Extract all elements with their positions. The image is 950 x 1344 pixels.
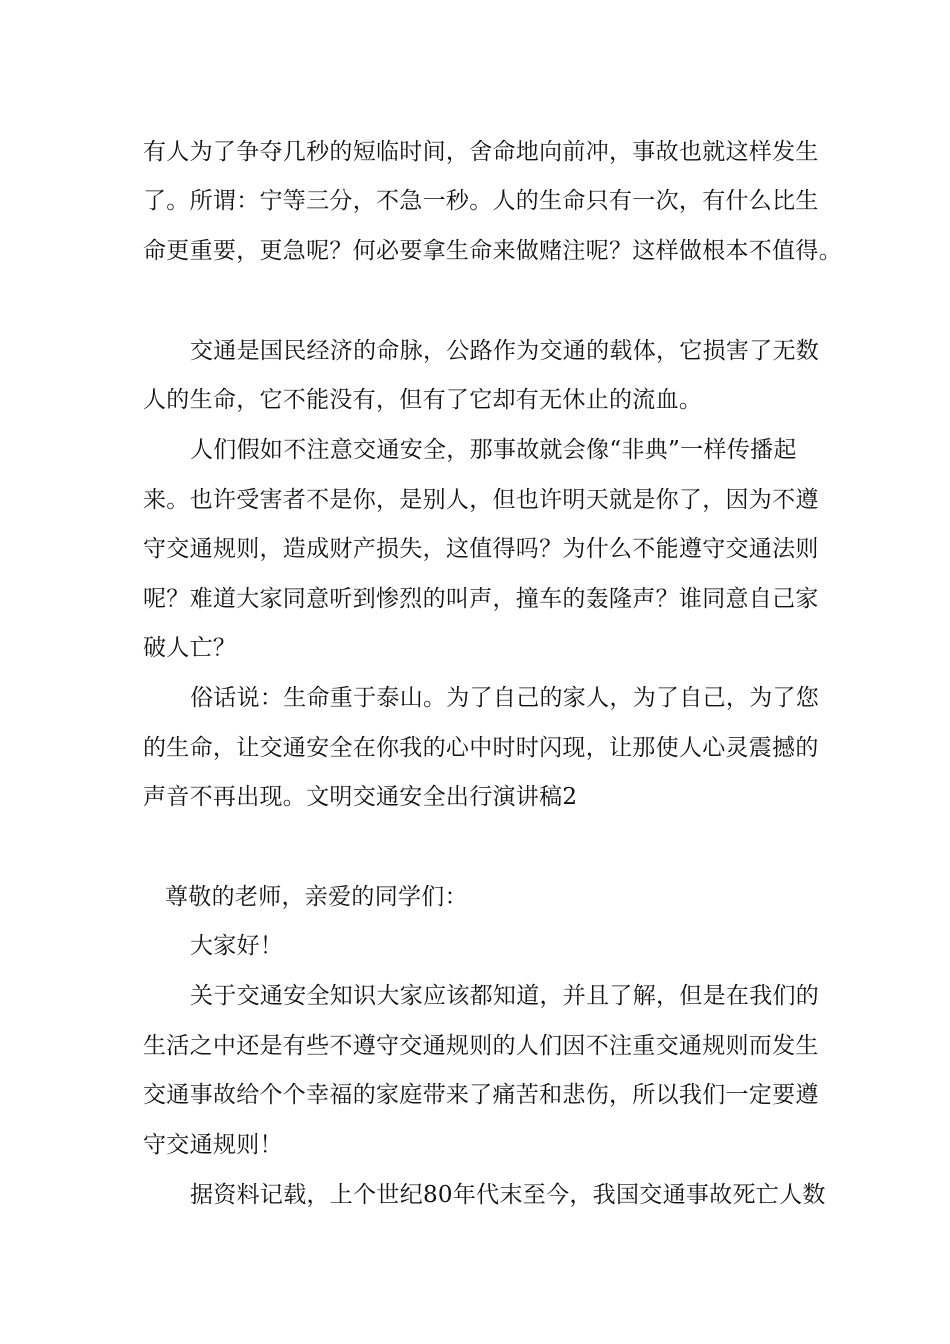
text-line: 人们假如不注意交通安全，那事故就会像“非典”一样传播起 [190, 437, 797, 463]
text-line: 命更重要，更急呢？何必要拿生命来做赌注呢？这样做根本不值得。 [143, 238, 842, 264]
text-line: 尊敬的老师，亲爱的同学们： [165, 884, 468, 910]
text-line: 呢？难道大家同意听到惨烈的叫声，撞车的轰隆声？谁同意自己家 [143, 586, 819, 612]
text-line: 大家好！ [190, 933, 284, 959]
text-line: 关于交通安全知识大家应该都知道，并且了解，但是在我们的 [190, 983, 820, 1009]
text-line: 俗话说：生命重于泰山。为了自己的家人，为了自己，为了您 [190, 685, 820, 711]
text-line: 人的生命，它不能没有，但有了它却有无休止的流血。 [143, 387, 703, 413]
text-line: 有人为了争夺几秒的短临时间，舍命地向前冲，事故也就这样发生 [143, 139, 819, 165]
text-line: 守交通规则，造成财产损失，这值得吗？为什么不能遵守交通法则 [143, 536, 819, 562]
text-line: 据资料记载，上个世纪80年代末至今，我国交通事故死亡人数 [190, 1182, 826, 1208]
text-line: 了。所谓：宁等三分，不急一秒。人的生命只有一次，有什么比生 [143, 188, 819, 214]
text-line: 交通是国民经济的命脉，公路作为交通的载体，它损害了无数 [190, 338, 820, 364]
text-line: 交通事故给个个幸福的家庭带来了痛苦和悲伤，所以我们一定要遵 [143, 1082, 819, 1108]
text-line: 生活之中还是有些不遵守交通规则的人们因不注重交通规则而发生 [143, 1033, 819, 1059]
text-line: 破人亡？ [143, 635, 237, 661]
text-line: 来。也许受害者不是你，是别人，但也许明天就是你了，因为不遵 [143, 487, 819, 513]
text-line: 的生命，让交通安全在你我的心中时时闪现，让那使人心灵震撼的 [143, 735, 819, 761]
text-line: 守交通规则！ [143, 1132, 283, 1158]
text-line: 声音不再出现。文明交通安全出行演讲稿2 [143, 784, 578, 810]
